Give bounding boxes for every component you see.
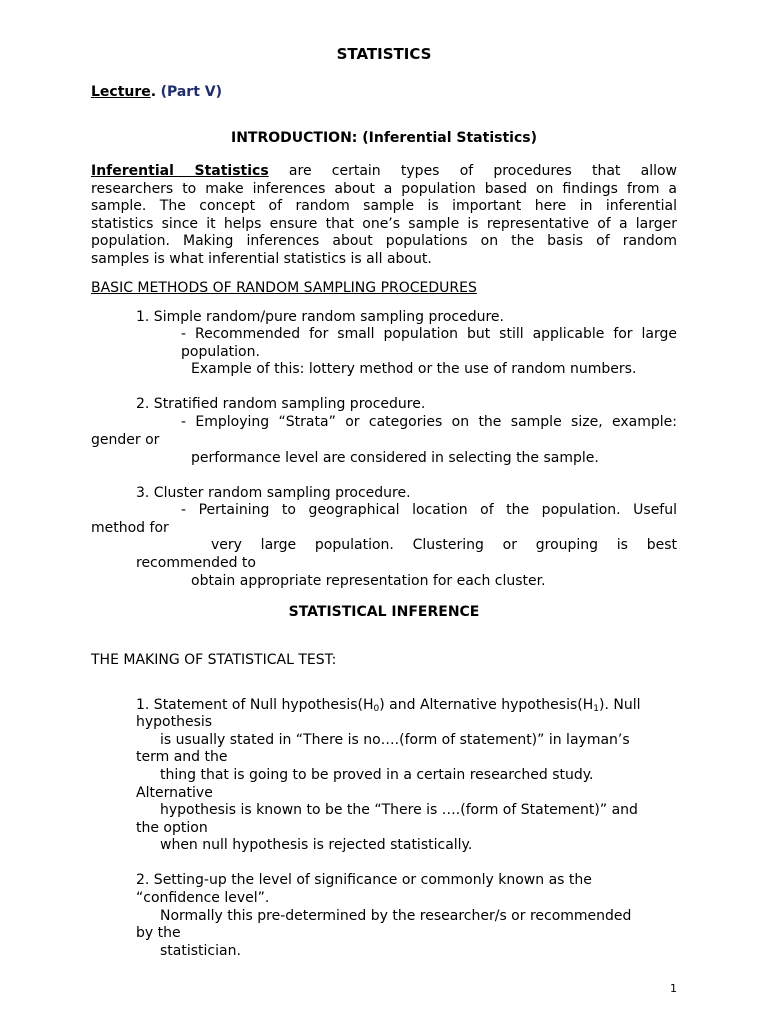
lecture-label: Lecture [91, 84, 151, 100]
method-2-line-3: performance level are considered in selecting the sample. [191, 450, 599, 466]
method-2-title: 2. Stratified random sampling procedure. [136, 396, 426, 412]
method-1-line-1: - Recommended for small population but still applicable for large [181, 326, 677, 342]
method-3-line-1: - Pertaining to geographical location of the population. Useful [181, 502, 677, 518]
document-title: STATISTICS [336, 45, 432, 63]
test-heading: THE MAKING OF STATISTICAL TEST: [91, 652, 337, 668]
intro-line-3: sample. The concept of random sample is important here in inferential [91, 198, 677, 214]
method-1-title: 1. Simple random/pure random sampling procedure. [136, 309, 504, 325]
lecture-part: (Part V) [160, 84, 222, 100]
step-2-line-3: Normally this pre-determined by the researcher/s or recommended [160, 908, 632, 924]
method-3-line-2: method for [91, 520, 169, 536]
step-1-line-2: hypothesis [136, 714, 213, 730]
step-1-line-9: when null hypothesis is rejected statistically. [160, 837, 473, 853]
step-1-line-8: the option [136, 820, 208, 836]
intro-line-5: population. Making inferences about populations on the basis of random [91, 233, 677, 249]
method-1-line-2: population. [181, 344, 260, 360]
methods-heading: BASIC METHODS OF RANDOM SAMPLING PROCEDURES [91, 280, 477, 296]
method-2-line-1: - Employing “Strata” or categories on the sample size, example: [181, 414, 677, 430]
method-2-line-2: gender or [91, 432, 160, 448]
inferential-statistics-term: Inferential Statistics [91, 163, 269, 179]
step-1-line-1: 1. Statement of Null $hypothesis(H_0)$ and Alternative $hypothesis(H_1)$. Null [136, 697, 641, 714]
intro-line-1-text: are certain types of procedures that allow [288, 163, 677, 179]
method-3-line-3: very large population. Clustering or grouping is best [211, 537, 677, 553]
step-1-line-6: Alternative [136, 785, 213, 801]
intro-line-4: statistics since it helps ensure that one’s sample is representative of a larger [91, 216, 677, 232]
step-2-line-5: statistician. [160, 943, 241, 959]
intro-line-6: samples is what inferential statistics is all about. [91, 251, 432, 267]
lecture-line [91, 84, 222, 101]
intro-line-2: researchers to make inferences about a population based on findings from a [91, 181, 677, 197]
method-3-line-4: recommended to [136, 555, 256, 571]
step-2-line-1: 2. Setting-up the level of significance or commonly known as the [136, 872, 592, 888]
step-1-line-3: is usually stated in “There is no….(form of statement)” in layman’s [160, 732, 630, 748]
page-number: 1 [670, 982, 677, 995]
step-1-line-4: term and the [136, 749, 228, 765]
inference-heading: STATISTICAL INFERENCE [288, 604, 480, 620]
step-2-line-2: “confidence level”. [136, 890, 270, 906]
method-1-line-3: Example of this: lottery method or the use of random numbers. [191, 361, 637, 377]
step-1-line-5: thing that is going to be proved in a certain researched study. [160, 767, 594, 783]
method-3-line-5: obtain appropriate representation for each cluster. [191, 573, 546, 589]
intro-line-1 [91, 163, 677, 180]
method-3-title: 3. Cluster random sampling procedure. [136, 485, 411, 501]
step-1-line-7: hypothesis is known to be the “There is ….(form of Statement)” and [160, 802, 638, 818]
step-2-line-4: by the [136, 925, 181, 941]
intro-heading: INTRODUCTION: (Inferential Statistics) [231, 130, 537, 146]
lecture-separator: . [150, 84, 157, 100]
